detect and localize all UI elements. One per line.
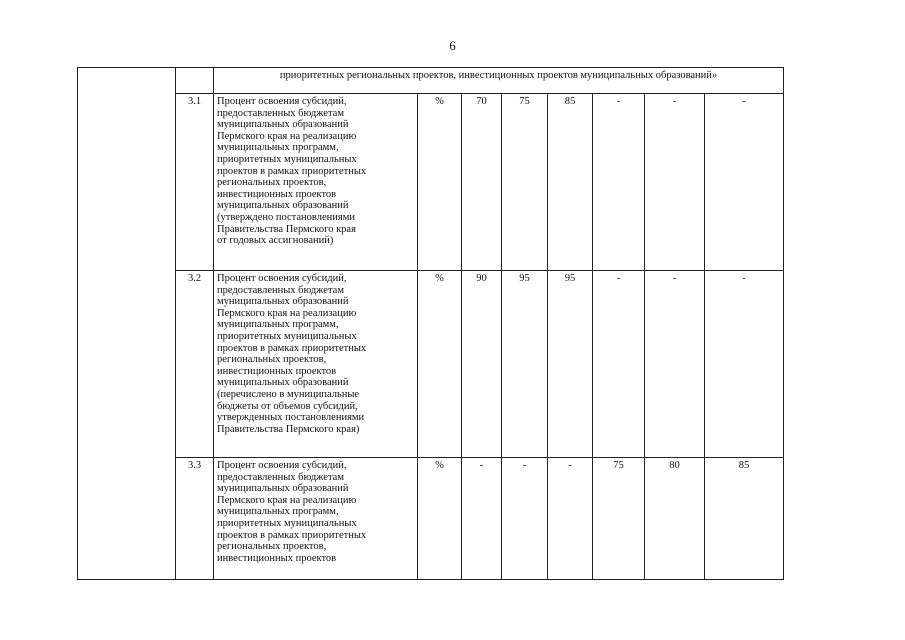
desc-line: Пермского края на реализацию — [217, 494, 357, 506]
value-cell: - — [502, 458, 548, 580]
desc-line: от годовых ассигнований) — [217, 235, 334, 247]
table-row — [78, 458, 784, 580]
blank-left-column — [78, 68, 176, 580]
desc-line: Правительства Пермского края) — [217, 423, 360, 435]
desc-line: приоритетных муниципальных — [217, 330, 357, 342]
desc-line: проектов в рамках приоритетных — [217, 529, 367, 541]
desc-line: муниципальных образований — [217, 119, 349, 131]
desc-line: Правительства Пермского края — [217, 223, 356, 235]
value-cell: - — [593, 94, 645, 271]
value-cell: 85 — [705, 458, 784, 580]
value-cell: 75 — [502, 94, 548, 271]
desc-line: проектов в рамках приоритетных — [217, 342, 367, 354]
desc-line: приоритетных муниципальных — [217, 517, 357, 529]
row-description — [214, 458, 418, 580]
value-cell: - — [705, 94, 784, 271]
unit-cell: % — [418, 94, 462, 271]
value-cell: - — [593, 271, 645, 458]
desc-line: инвестиционных проектов — [217, 188, 337, 200]
desc-line: утвержденных постановлениями — [217, 412, 365, 424]
unit-cell: % — [418, 458, 462, 580]
desc-line: региональных проектов, — [217, 354, 327, 366]
desc-line: инвестиционных проектов — [217, 552, 337, 564]
desc-line: региональных проектов, — [217, 177, 327, 189]
desc-line: приоритетных муниципальных — [217, 153, 357, 165]
desc-line: (утверждено постановлениями — [217, 211, 355, 223]
row-description — [214, 94, 418, 271]
value-cell: 95 — [548, 271, 593, 458]
value-cell: 80 — [645, 458, 705, 580]
desc-line: проектов в рамках приоритетных — [217, 165, 367, 177]
desc-line: Пермского края на реализацию — [217, 307, 357, 319]
page-number: 6 — [449, 38, 456, 53]
desc-line: региональных проектов, — [217, 541, 327, 553]
desc-line: Процент освоения субсидий, — [217, 273, 347, 284]
desc-line: муниципальных программ, — [217, 319, 339, 331]
value-cell: - — [645, 271, 705, 458]
desc-line: Процент освоения субсидий, — [217, 460, 347, 471]
row-description — [214, 271, 418, 458]
value-cell: - — [645, 94, 705, 271]
desc-line: инвестиционных проектов — [217, 365, 337, 377]
table-row-continuation — [78, 68, 784, 94]
desc-line: муниципальных программ, — [217, 506, 339, 518]
value-cell: - — [548, 458, 593, 580]
desc-line: предоставленных бюджетам — [217, 107, 344, 119]
desc-line: муниципальных образований — [217, 377, 349, 389]
row-number: 3.1 — [176, 94, 214, 271]
continuation-text: приоритетных региональных проектов, инвестиционных проектов муниципальных образований» — [214, 68, 784, 94]
desc-line: муниципальных программ, — [217, 142, 339, 154]
value-cell: 95 — [502, 271, 548, 458]
value-cell: - — [462, 458, 502, 580]
value-cell: - — [705, 271, 784, 458]
desc-line: муниципальных образований — [217, 200, 349, 212]
row-number: 3.2 — [176, 271, 214, 458]
desc-line: предоставленных бюджетам — [217, 284, 344, 296]
cell-empty — [176, 68, 214, 94]
table-row — [78, 94, 784, 271]
value-cell: 90 — [462, 271, 502, 458]
indicators-table — [77, 67, 784, 580]
value-cell: 85 — [548, 94, 593, 271]
desc-line: муниципальных образований — [217, 483, 349, 495]
row-number: 3.3 — [176, 458, 214, 580]
table-row — [78, 271, 784, 458]
value-cell: 75 — [593, 458, 645, 580]
desc-line: муниципальных образований — [217, 296, 349, 308]
desc-line: бюджеты от объемов субсидий, — [217, 400, 358, 412]
desc-line: Процент освоения субсидий, — [217, 96, 347, 107]
desc-line: Пермского края на реализацию — [217, 130, 357, 142]
desc-line: предоставленных бюджетам — [217, 471, 344, 483]
value-cell: 70 — [462, 94, 502, 271]
unit-cell: % — [418, 271, 462, 458]
desc-line: (перечислено в муниципальные — [217, 388, 360, 400]
